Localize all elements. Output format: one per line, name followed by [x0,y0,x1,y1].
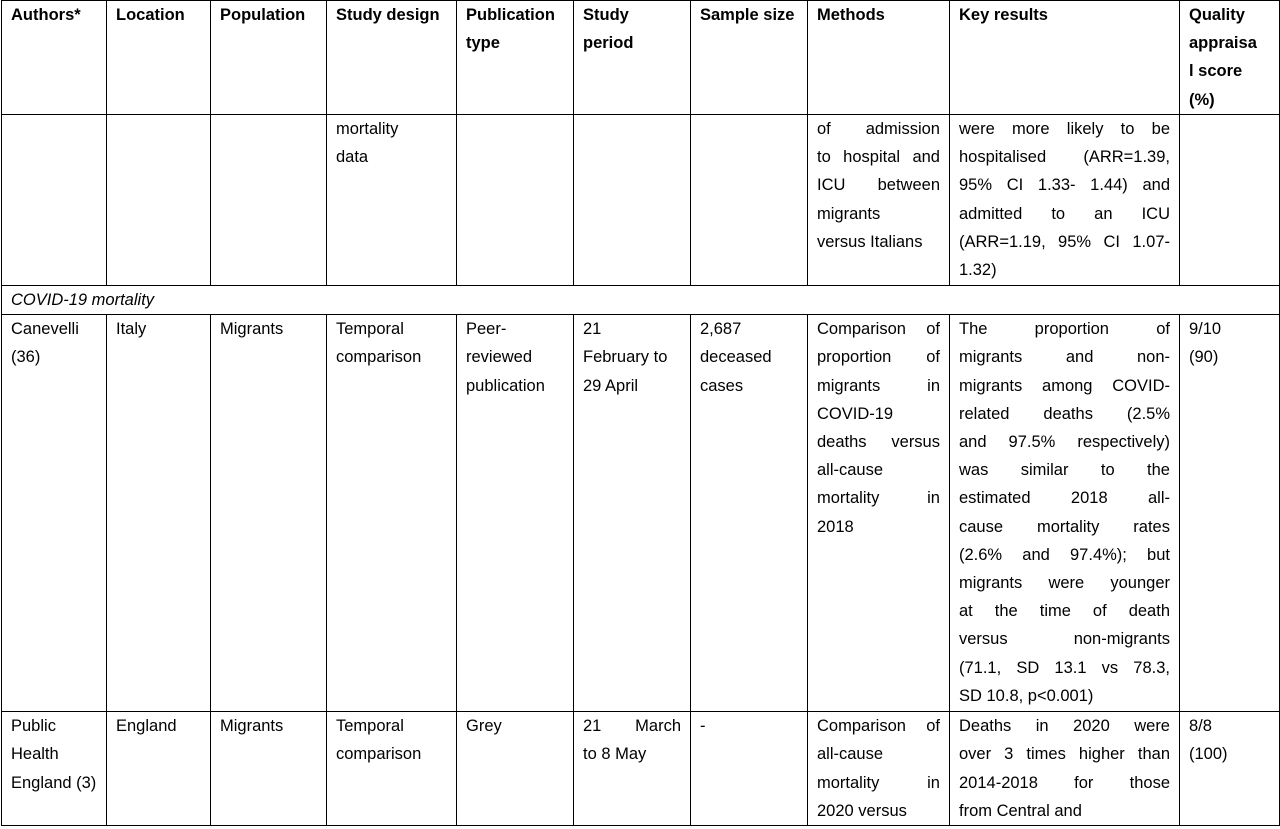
cell-line: were more likely to be [959,120,1170,138]
cell-publication-type [457,712,574,826]
cell-key-results [950,712,1180,826]
table-row [2,315,1280,712]
cell-line: 1.32) [959,261,997,280]
cell-key-results [950,315,1180,712]
cell-key-results [950,115,1180,286]
cell-line: 2020 versus [817,801,907,820]
cell-line: 2014-2018 for those [959,773,1170,792]
col-quality-score [1180,1,1280,115]
cell-quality-score [1180,115,1280,286]
cell-line: Peer- [466,320,507,339]
cell-publication-type [457,315,574,712]
cell-population [211,115,327,286]
cell-line: all-cause [817,461,884,480]
continuation-row [2,115,1280,286]
cell-line: 21 [583,320,602,339]
table-row [2,712,1280,826]
cell-line: was similar to the [959,461,1170,480]
cell-line: Comparison of [817,320,940,339]
cell-line: admitted to an ICU [959,204,1170,223]
cell-line: all-cause [817,745,884,764]
cell-line: Public [11,717,56,736]
cell-line: - [700,717,706,736]
cell-line: publication [466,376,545,395]
cell-population: Migrants [211,712,327,826]
cell-line: The proportion of [959,320,1170,339]
cell-line: related deaths (2.5% [959,404,1170,423]
cell-line: comparison [336,348,422,367]
cell-authors [2,712,107,826]
cell-line: appraisa [1189,34,1257,53]
cell-methods [808,712,950,826]
cell-line: Deaths in 2020 were [959,717,1170,736]
cell-line: February to [583,348,668,367]
cell-line: deaths versus [817,433,940,452]
cell-location: England [107,712,211,826]
cell-line: Canevelli [11,320,79,339]
cell-population: Migrants [211,315,327,712]
cell-line: Temporal [336,320,404,339]
cell-line: Grey [466,717,502,736]
review-table [1,0,1280,826]
cell-line: cases [700,376,744,395]
cell-line: 29 April [583,376,639,395]
cell-line: cause mortality rates [959,517,1170,536]
cell-line: over 3 times higher than [959,745,1170,764]
cell-quality-score [1180,315,1280,712]
col-population: Population [211,1,327,115]
cell-line: mortality [336,120,399,138]
cell-line: to 8 May [583,745,647,764]
cell-study-design [327,115,457,286]
col-study-period: Study period [574,1,691,115]
cell-line: 2018 [817,517,854,536]
cell-line: versus Italians [817,232,923,251]
cell-line: (36) [11,348,41,367]
col-key-results: Key results [950,1,1180,115]
cell-line: reviewed [466,348,533,367]
cell-line: (90) [1189,348,1219,367]
cell-study-design [327,712,457,826]
cell-quality-score [1180,712,1280,826]
cell-line: at the time of death [959,602,1170,621]
cell-line: SD 10.8, p<0.001) [959,686,1094,705]
cell-line: to hospital and [817,148,940,167]
cell-line: mortality in [817,773,940,792]
col-authors: Authors* [2,1,107,115]
cell-line: ICU between [817,176,940,195]
cell-line: migrants [817,204,881,223]
cell-line: (71.1, SD 13.1 vs 78.3, [959,658,1170,677]
cell-study-period [574,115,691,286]
cell-line: migrants and non- [959,348,1170,367]
cell-line: versus non-migrants [959,630,1170,649]
cell-line: COVID-19 [817,404,894,423]
cell-line: Temporal [336,717,404,736]
cell-line: migrants were younger [959,574,1170,593]
cell-line: from Central and [959,801,1082,820]
cell-sample-size [691,712,808,826]
cell-line: mortality in [817,489,940,508]
col-study-design: Study design [327,1,457,115]
col-methods: Methods [808,1,950,115]
cell-line: 8/8 [1189,717,1212,736]
cell-publication-type [457,115,574,286]
cell-study-period [574,712,691,826]
cell-location [107,115,211,286]
cell-line: data [336,148,369,167]
cell-methods [808,315,950,712]
cell-line: and 97.5% respectively) [959,433,1170,452]
cell-line: proportion of [817,348,940,367]
cell-line: Comparison of [817,717,940,736]
cell-line: estimated 2018 all- [959,489,1170,508]
cell-line: (100) [1189,745,1228,764]
cell-sample-size [691,115,808,286]
cell-authors [2,115,107,286]
cell-sample-size [691,315,808,712]
cell-line: England (3) [11,773,97,792]
col-publication-type: Publication type [457,1,574,115]
cell-location: Italy [107,315,211,712]
cell-line: migrants in [817,376,940,395]
section-label: COVID-19 mortality [2,286,1280,315]
cell-line: (2.6% and 97.4%); but [959,545,1170,564]
cell-line: 2,687 [700,320,742,339]
cell-line: hospitalised (ARR=1.39, [959,148,1170,167]
cell-line: Quality [1189,6,1245,24]
cell-line: Health [11,745,59,764]
cell-line: of admission [817,120,940,138]
header-row [2,1,1280,115]
col-sample-size: Sample size [691,1,808,115]
cell-line: (ARR=1.19, 95% CI 1.07- [959,232,1170,251]
cell-line: l score [1189,62,1243,81]
cell-line: migrants among COVID- [959,376,1170,395]
cell-methods [808,115,950,286]
cell-line: (%) [1189,90,1215,109]
cell-line: 21 March [583,717,681,736]
cell-line: 95% CI 1.33- 1.44) and [959,176,1170,195]
cell-authors [2,315,107,712]
col-location: Location [107,1,211,115]
section-row [2,286,1280,315]
cell-line: 9/10 [1189,320,1222,339]
cell-study-period [574,315,691,712]
cell-study-design [327,315,457,712]
cell-line: comparison [336,745,422,764]
cell-line: deceased [700,348,772,367]
